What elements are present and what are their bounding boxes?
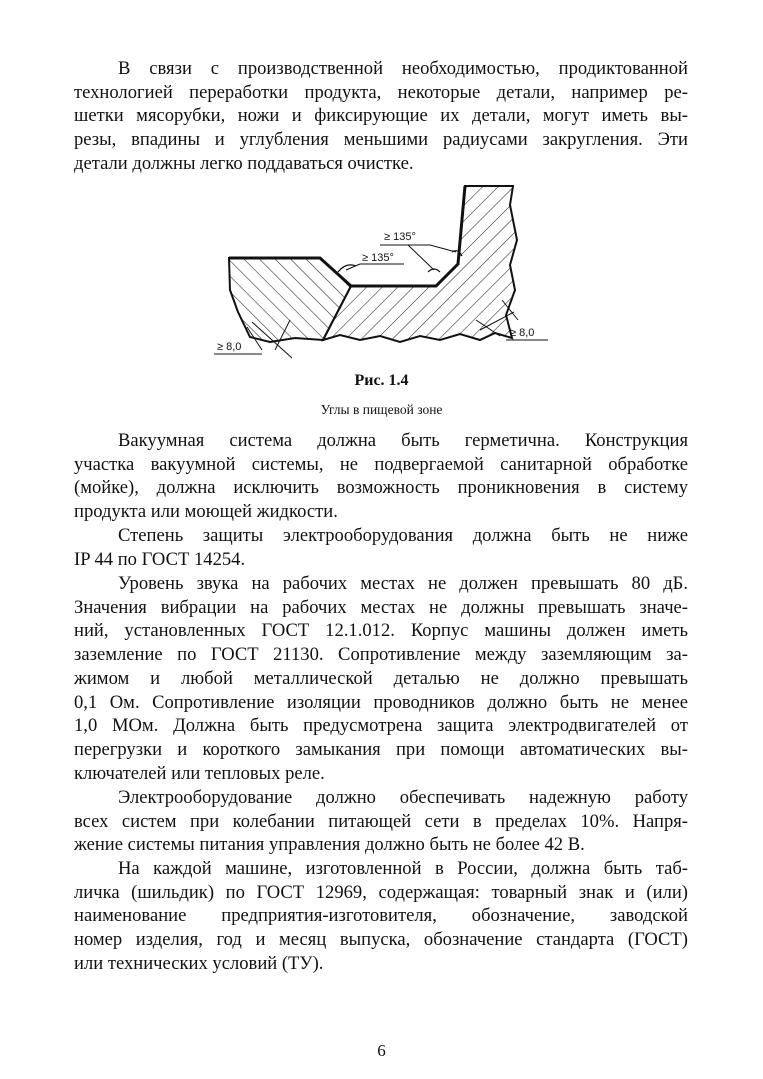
paragraph-noise: [74, 572, 688, 785]
leader-upper-a: [408, 245, 434, 270]
text-line: жимом и любой металлической деталью не должно превышать: [74, 667, 688, 689]
text-line: Уровень звука на рабочих местах не должен превышать 80 дБ.: [118, 573, 688, 594]
text-line: 0,1 Ом. Сопротивление изоляции проводников должно быть не менее: [74, 691, 688, 713]
text-line: Электрооборудование должно обеспечивать надежную работу: [118, 787, 688, 808]
text-line: В связи с производственной необходимостью, продиктованной: [118, 58, 688, 79]
text-line: жение системы питания управления должно быть не более 42 В.: [74, 834, 585, 856]
text-line: или технических условий (ТУ).: [74, 952, 324, 974]
text-line: заземление по ГОСТ 21130. Сопротивление между заземляющим за-: [74, 644, 688, 666]
text-line: номер изделия, год и месяц выпуска, обозначение стандарта (ГОСТ): [74, 929, 688, 951]
dim-label-right: ≥ 8,0: [510, 327, 535, 339]
text-line: продукта или моющей жидкости.: [74, 501, 338, 523]
text-line: ний, установленных ГОСТ 12.1.012. Корпус машины должен иметь: [74, 620, 688, 642]
figure-subtitle: Углы в пищевой зоне: [320, 402, 443, 417]
text-line: шетки мясорубки, ножи и фиксирующие их детали, могут иметь вы-: [74, 105, 688, 127]
paragraph-electrical: [74, 786, 688, 857]
text-line: Значения вибрации на рабочих местах не должны превышать значе-: [74, 596, 688, 618]
text-line: Вакуумная система должна быть герметична. Конструкция: [118, 430, 688, 451]
hatched-part-main: [320, 186, 517, 342]
angle-label-upper: ≥ 135°: [384, 231, 416, 243]
text-line: На каждой машине, изготовленной в России, должна быть таб-: [118, 858, 688, 879]
leader-upper-b: [430, 245, 456, 252]
text-line: IP 44 по ГОСТ 14254.: [74, 548, 246, 570]
text-line: технологией переработки продукта, некоторые детали, например ре-: [74, 81, 688, 103]
paragraph-protection: [74, 524, 688, 571]
text-line: перегрузки и короткого замыкания при помощи автоматических вы-: [74, 738, 688, 760]
text-line: всех систем при колебании питающей сети в пределах 10%. Напря-: [74, 810, 688, 832]
text-line: резы, впадины и углубления меньшими радиусами закругления. Эти: [74, 129, 688, 151]
text-line: 1,0 МОм. Должна быть предусмотрена защита электродвигателей от: [74, 715, 688, 737]
angle-label-lower: ≥ 135°: [362, 252, 394, 264]
page-number: 6: [377, 1041, 386, 1060]
text-line: (мойке), должна исключить возможность проникновения в систему: [74, 477, 688, 499]
text-line: участка вакуумной системы, не подвергаемой санитарной обработке: [74, 453, 688, 475]
paragraph-vacuum: [74, 429, 688, 524]
text-line: личка (шильдик) по ГОСТ 12969, содержащая: товарный знак и (или): [74, 881, 688, 903]
figure-title: Рис. 1.4: [354, 372, 409, 389]
angle-arc-lower: [338, 265, 356, 272]
text-line: детали должны легко поддаваться очистке.: [74, 152, 414, 174]
text-line: Степень защиты электрооборудования должна быть не ниже: [118, 525, 688, 546]
text-line: ключателей или тепловых реле.: [74, 762, 325, 784]
paragraph-nameplate: [74, 857, 688, 976]
dim-label-left: ≥ 8,0: [217, 341, 242, 353]
text-line: наименование предприятия-изготовителя, обозначение, заводской: [74, 905, 688, 927]
